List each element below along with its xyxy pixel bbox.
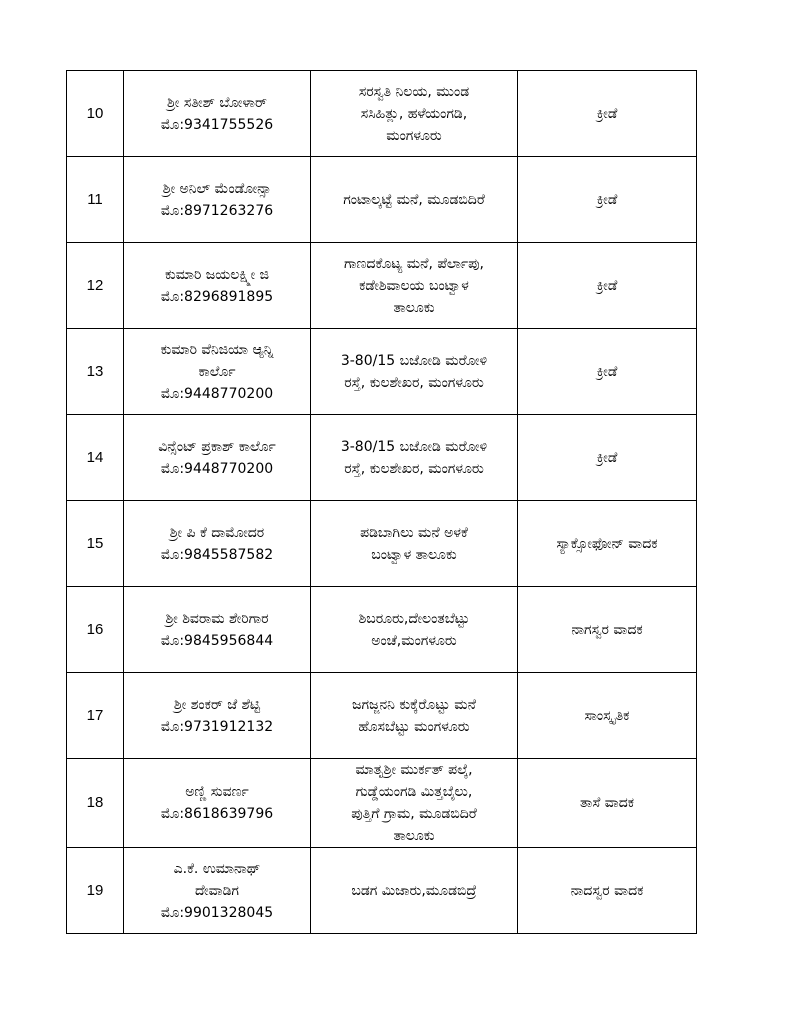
field-cell xyxy=(518,848,697,934)
name-line: ಶ್ರೀ ಪಿ ಕೆ ದಾಮೋದರ xyxy=(169,524,265,541)
field-cell xyxy=(518,759,697,848)
table-row xyxy=(67,157,697,243)
address-line: ಬಂಟ್ವಾಳ ತಾಲೂಕು xyxy=(371,546,457,563)
serial-number-cell: 19 xyxy=(67,848,124,934)
name-line: ಶ್ರೀ ಅನಿಲ್ ಮೆಂಡೋನ್ಸಾ xyxy=(162,180,272,197)
field-line: ನಾದಸ್ವರ ವಾದಕ xyxy=(570,882,644,899)
name-line: ಮೊ:9731912132 xyxy=(160,718,274,735)
name-line: ಕುಮಾರಿ ವೆನಿಜಿಯಾ ಆ್ಯನ್ನಿ xyxy=(160,341,274,358)
address-line: ಹೊಸಬೆಟ್ಟು ಮಂಗಳೂರು xyxy=(358,718,470,735)
address-line: ಪುತ್ತಿಗೆ ಗ್ರಾಮ, ಮೂಡಬಿದಿರೆ xyxy=(351,806,477,822)
table-row xyxy=(67,848,697,934)
table-body xyxy=(67,71,697,934)
name-cell xyxy=(124,329,311,415)
address-line: ಸರಸ್ವತಿ ನಿಲಯ, ಮುಂಡ xyxy=(358,83,470,100)
field-line: ಕ್ರೀಡೆ xyxy=(596,277,618,294)
name-cell xyxy=(124,501,311,587)
address-line: ಅಂಚೆ,ಮಂಗಳೂರು xyxy=(371,632,457,649)
name-line: ವಿನ್ಸೆಂಟ್ ಪ್ರಕಾಶ್ ಕಾರ್ಲೊ xyxy=(158,438,276,455)
data-table xyxy=(66,70,697,934)
field-cell xyxy=(518,157,697,243)
address-cell xyxy=(311,243,518,329)
address-line: 3-80/15 ಬಜೋಡಿ ಮರೋಳಿ xyxy=(340,352,488,369)
address-line: ಬಡಗ ಮಿಜಾರು,ಮೂಡಬಿದ್ರೆ xyxy=(351,882,477,899)
field-line: ಸ್ಯಾಕ್ಸೋಫೋನ್ ವಾದಕ xyxy=(556,535,658,552)
address-line: ಜಗಜ್ಜನನಿ ಕುಕ್ಕೆರೊಟ್ಟು ಮನೆ xyxy=(352,696,476,713)
name-line: ಶ್ರೀ ಶಂಕರ್ ಜೆ ಶೆಟ್ಟಿ xyxy=(173,696,261,713)
address-line: ಕಡೇಶಿವಾಲಯ ಬಂಟ್ವಾಳ xyxy=(359,277,469,294)
name-line: ಎ.ಕೆ. ಉಮಾನಾಥ್ xyxy=(173,860,261,877)
name-cell xyxy=(124,848,311,934)
field-cell xyxy=(518,587,697,673)
field-line: ತಾಸೆ ವಾದಕ xyxy=(579,795,635,811)
field-cell xyxy=(518,329,697,415)
field-line: ಕ್ರೀಡೆ xyxy=(596,105,618,122)
serial-number-cell: 11 xyxy=(67,157,124,243)
table-row xyxy=(67,329,697,415)
field-line: ಕ್ರೀಡೆ xyxy=(596,363,618,380)
name-cell xyxy=(124,759,311,848)
address-line: ಸಸಿಹಿತ್ಲು, ಹಳೆಯಂಗಡಿ, xyxy=(360,105,468,122)
field-line: ಸಾಂಸ್ಕೃತಿಕ xyxy=(584,707,630,724)
address-cell xyxy=(311,587,518,673)
field-cell xyxy=(518,243,697,329)
address-cell xyxy=(311,848,518,934)
address-cell xyxy=(311,157,518,243)
table-row xyxy=(67,759,697,848)
table-row xyxy=(67,415,697,501)
name-line: ಮೊ:8296891895 xyxy=(160,288,274,305)
table-row xyxy=(67,501,697,587)
field-cell xyxy=(518,71,697,157)
serial-number-cell: 14 xyxy=(67,415,124,501)
name-cell xyxy=(124,587,311,673)
address-line: ತಾಲೂಕು xyxy=(393,828,435,844)
name-cell xyxy=(124,71,311,157)
name-line: ಮೊ:9845587582 xyxy=(160,546,274,563)
address-cell xyxy=(311,71,518,157)
address-line: ಪಡಿಬಾಗಿಲು ಮನೆ ಅಳಕೆ xyxy=(360,524,468,541)
table-row xyxy=(67,587,697,673)
serial-number-cell: 12 xyxy=(67,243,124,329)
serial-number-cell: 15 xyxy=(67,501,124,587)
name-line: ಅಣ್ಣಿ ಸುವರ್ಣ xyxy=(185,784,249,800)
table-row xyxy=(67,243,697,329)
address-cell xyxy=(311,501,518,587)
serial-number-cell: 13 xyxy=(67,329,124,415)
name-cell xyxy=(124,157,311,243)
address-line: ರಸ್ತೆ, ಕುಲಶೇಖರ, ಮಂಗಳೂರು xyxy=(344,460,484,477)
serial-number-cell: 18 xyxy=(67,759,124,848)
table-row xyxy=(67,673,697,759)
name-cell xyxy=(124,673,311,759)
address-line: ರಸ್ತೆ, ಕುಲಶೇಖರ, ಮಂಗಳೂರು xyxy=(344,374,484,391)
address-line: ಗಂಟಾಲ್ಕಟ್ಟೆ ಮನೆ, ಮೂಡಬಿದಿರೆ xyxy=(343,191,485,208)
address-line: 3-80/15 ಬಜೋಡಿ ಮರೋಳಿ xyxy=(340,438,488,455)
address-line: ಮಂಗಳೂರು xyxy=(386,127,442,144)
name-line: ಶ್ರೀ ಸತೀಶ್ ಬೋಳಾರ್ xyxy=(167,94,267,111)
table-row xyxy=(67,71,697,157)
field-line: ಕ್ರೀಡೆ xyxy=(596,191,618,208)
name-cell xyxy=(124,415,311,501)
name-line: ಮೊ:9341755526 xyxy=(160,116,274,133)
address-cell xyxy=(311,673,518,759)
address-cell xyxy=(311,329,518,415)
name-line: ದೇವಾಡಿಗ xyxy=(195,882,239,899)
name-line: ಕುಮಾರಿ ಜಯಲಕ್ಷ್ಮೀ ಜಿ xyxy=(164,266,270,283)
field-cell xyxy=(518,415,697,501)
address-cell xyxy=(311,759,518,848)
address-line: ಶಿಬರೂರು,ದೇಲಂತಬೆಟ್ಟು xyxy=(358,610,470,627)
name-line: ಕಾರ್ಲೊ xyxy=(198,363,236,380)
serial-number-cell: 16 xyxy=(67,587,124,673)
address-line: ಮಾತೃಶ್ರೀ ಮುರ್ಕತ್ ಪಲ್ಕೆ, xyxy=(355,762,473,778)
serial-number-cell: 10 xyxy=(67,71,124,157)
name-line: ಶ್ರೀ ಶಿವರಾಮ ಶೇರಿಗಾರ xyxy=(165,610,269,627)
name-line: ಮೊ:9448770200 xyxy=(160,385,274,402)
field-line: ಕ್ರೀಡೆ xyxy=(596,449,618,466)
field-cell xyxy=(518,673,697,759)
address-line: ತಾಲೂಕು xyxy=(393,299,435,316)
field-cell xyxy=(518,501,697,587)
name-line: ಮೊ:9448770200 xyxy=(160,460,274,477)
serial-number-cell: 17 xyxy=(67,673,124,759)
name-line: ಮೊ:8971263276 xyxy=(160,202,274,219)
address-cell xyxy=(311,415,518,501)
name-line: ಮೊ:9901328045 xyxy=(160,904,274,921)
name-line: ಮೊ:9845956844 xyxy=(160,632,274,649)
name-line: ಮೊ:8618639796 xyxy=(160,806,274,822)
address-line: ಗಾಣದಕೊಟ್ಯ ಮನೆ, ಪೆರ್ಲಾಪು, xyxy=(343,255,484,272)
name-cell xyxy=(124,243,311,329)
field-line: ನಾಗಸ್ವರ ವಾದಕ xyxy=(571,621,643,638)
address-line: ಗುಡ್ಡೆಯಂಗಡಿ ಮಿತ್ತಬೈಲು, xyxy=(355,784,473,800)
